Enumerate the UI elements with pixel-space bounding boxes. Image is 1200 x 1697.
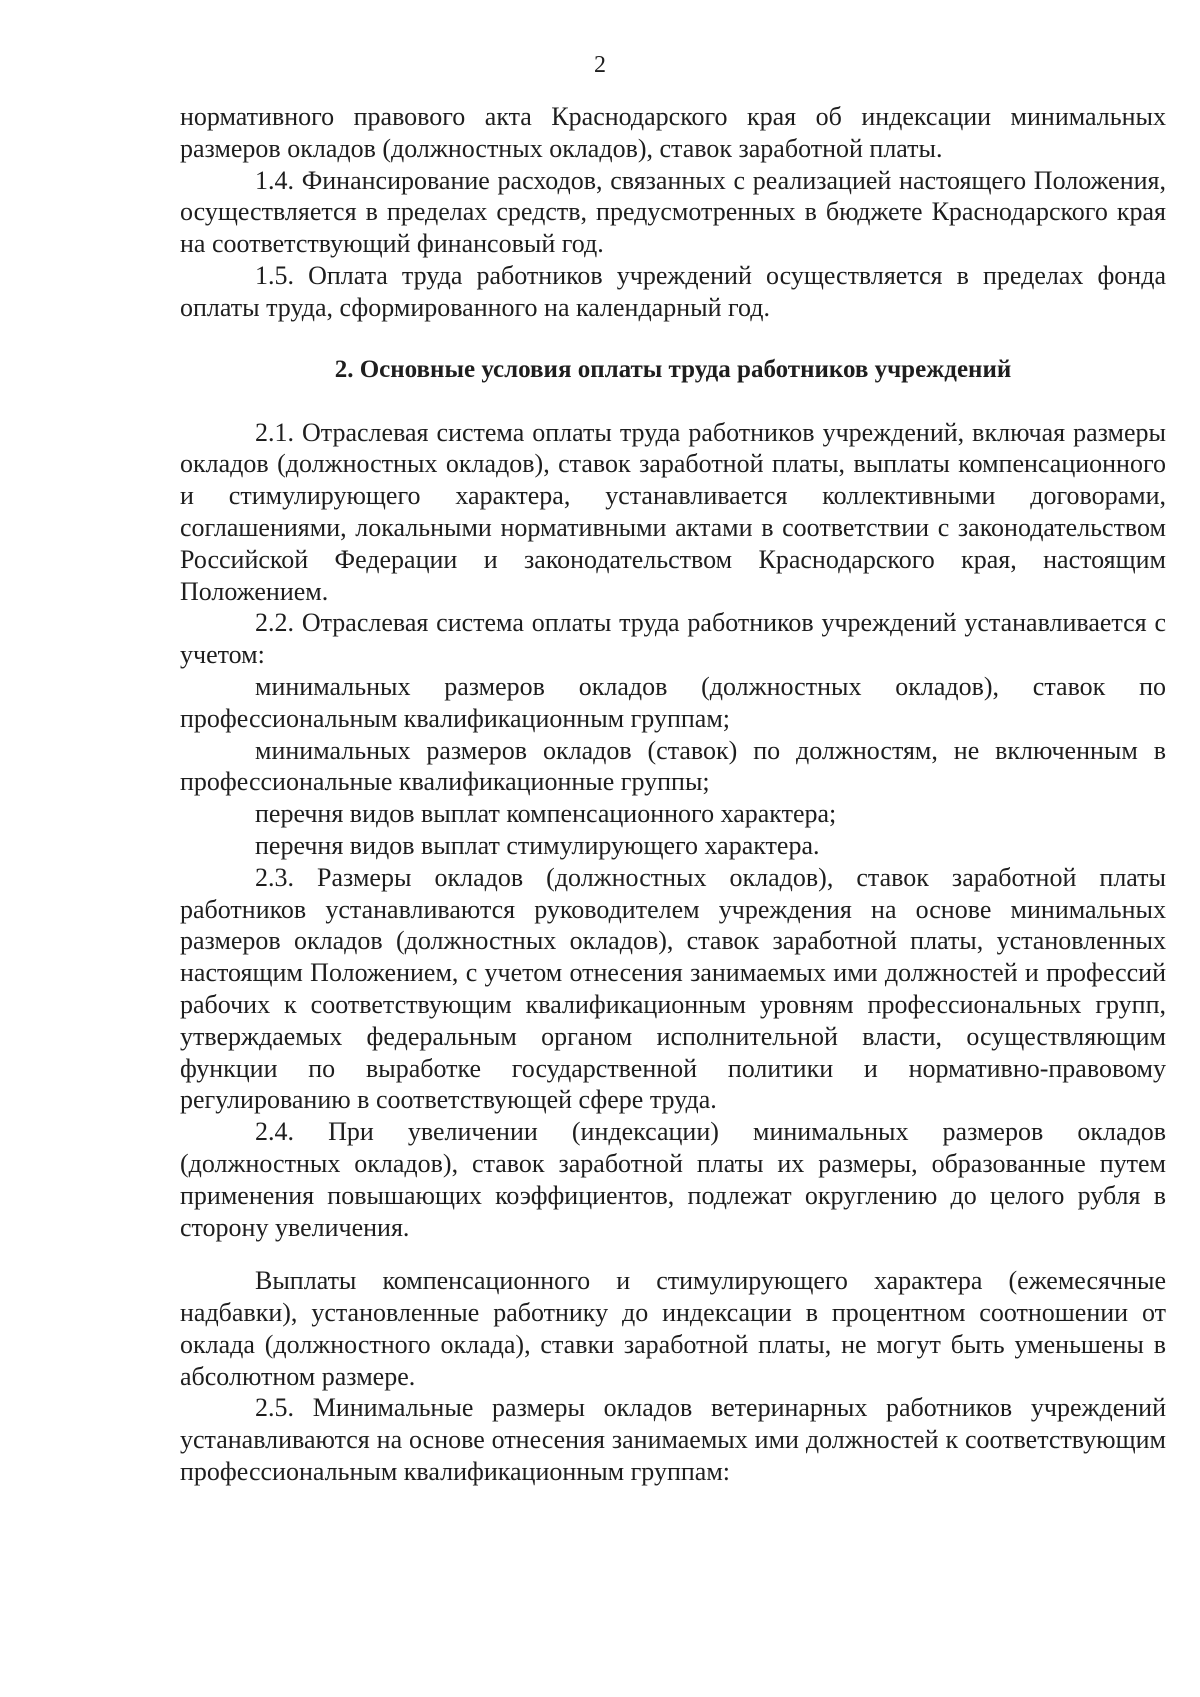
paragraph-1-5: 1.5. Оплата труда работников учреждений осуществляется в пределах фонда оплаты труда, сформированного на календарный год. bbox=[180, 260, 1166, 322]
section-heading: 2. Основные условия оплаты труда работников учреждений bbox=[334, 355, 1012, 383]
list-item: перечня видов выплат стимулирующего характера. bbox=[255, 830, 820, 860]
list-item: минимальных размеров окладов (ставок) по должностям, не включенным в профессиональные квалификационные группы; bbox=[180, 735, 1166, 797]
list-item: перечня видов выплат компенсационного характера; bbox=[255, 799, 837, 829]
paragraph-2-2: 2.2. Отраслевая система оплаты труда работников учреждений устанавливается с учетом: bbox=[180, 608, 1166, 670]
paragraph-1-4: 1.4. Финансирование расходов, связанных с реализацией настоящего Положения, осуществляется в пределах средств, предусмотренных в бюджете Краснодарского края на соответствующий финансовый год. bbox=[180, 165, 1166, 259]
paragraph-2-5: 2.5. Минимальные размеры окладов ветеринарных работников учреждений устанавливаются на основе отнесения занимаемых ими должностей к соответствующим профессиональным квалификационным группам: bbox=[180, 1393, 1166, 1487]
page-number: 2 bbox=[594, 52, 606, 78]
paragraph-2-4-continued: Выплаты компенсационного и стимулирующего характера (ежемесячные надбавки), установленные работнику до индексации в процентном соотношении от оклада (должностного оклада), ставки заработной платы, не могут быть уменьшены в абсолютном размере. bbox=[180, 1266, 1166, 1391]
paragraph-2-1: 2.1. Отраслевая система оплаты труда работников учреждений, включая размеры окладов (должностных окладов), ставок заработной платы, выплаты компенсационного и стимулирующего характера, устанавливается коллективными договорами, соглашениями, локальными нормативными актами в соответствии с законодательством Российской Федерации и законодательством Краснодарского края, настоящим Положением. bbox=[180, 417, 1166, 606]
paragraph-2-3: 2.3. Размеры окладов (должностных окладов), ставок заработной платы работников устанавливаются руководителем учреждения на основе минимальных размеров окладов (должностных окладов), ставок заработной платы, установленных настоящим Положением, с учетом отнесения занимаемых ими должностей и профессий рабочих к соответствующим квалификационным уровням профессиональных групп, утверждаемых федеральным органом исполнительной власти, осуществляющим функции по выработке государственной политики и нормативно-правовому регулированию в соответствующей сфере труда. bbox=[180, 862, 1166, 1115]
document-body bbox=[180, 101, 1166, 1488]
paragraph-continuation: нормативного правового акта Краснодарского края об индексации минимальных размеров окладов (должностных окладов), ставок заработной платы. bbox=[180, 102, 1166, 163]
paragraph-2-4: 2.4. При увеличении (индексации) минимальных размеров окладов (должностных окладов), ставок заработной платы их размеры, образованные путем применения повышающих коэффициентов, подлежат округлению до целого рубля в сторону увеличения. bbox=[180, 1117, 1166, 1242]
list-item: минимальных размеров окладов (должностных окладов), ставок по профессиональным квалификационным группам; bbox=[180, 671, 1166, 733]
